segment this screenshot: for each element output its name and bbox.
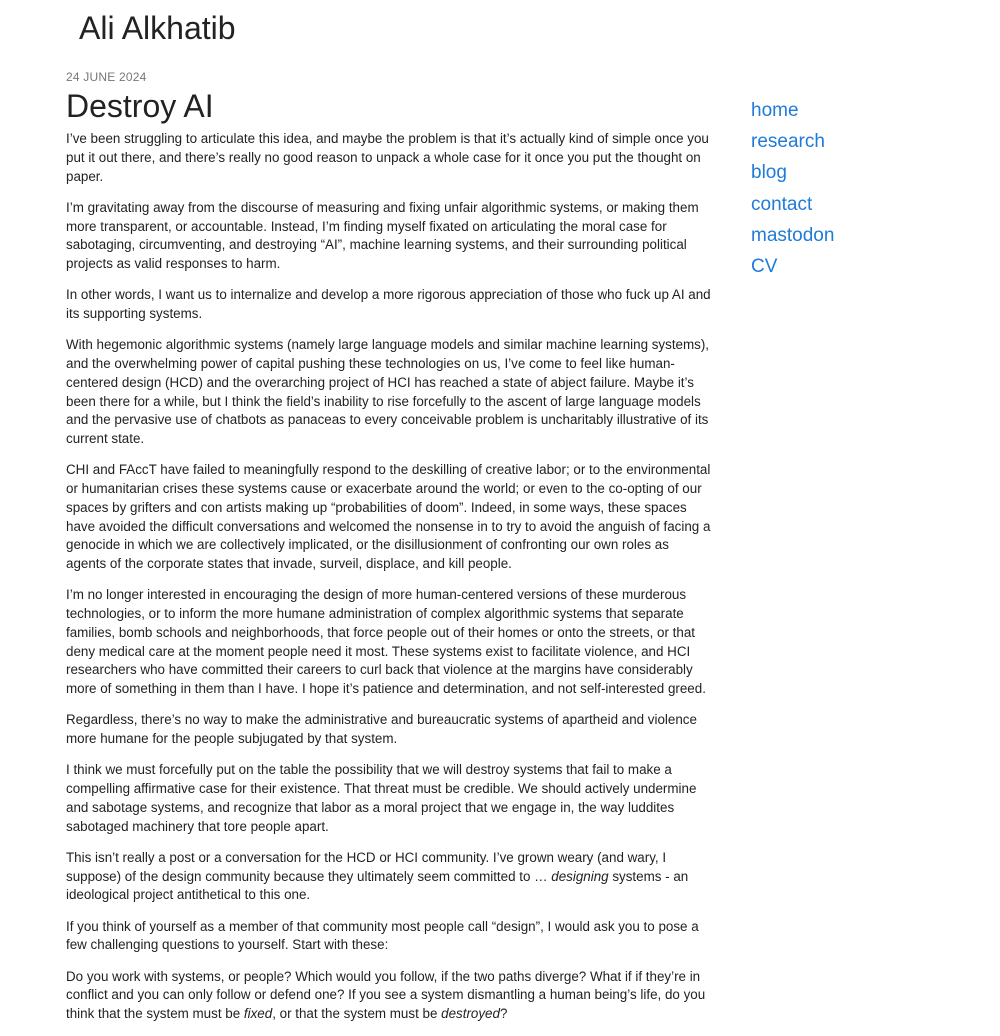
paragraph-text: Regardless, there’s no way to make the administrative and bureaucratic systems of apartheid and violence more humane for the people subjugated by that system. (66, 712, 697, 746)
nav-link-cv[interactable]: CV (751, 256, 778, 278)
paragraph-text: ? (499, 1006, 508, 1021)
post-paragraph (66, 586, 712, 699)
paragraph-text: I think we must forcefully put on the table the possibility that we will destroy systems that fail to make a compelling affirmative case for their existence. That threat must be credible. We should actively undermine and sabotage systems, and recognize that labor as a moral project that we engage in, the way luddites sabotaged machinery that tore people apart. (66, 762, 697, 834)
nav-link-blog[interactable]: blog (751, 162, 787, 184)
post-paragraph (66, 918, 712, 956)
nav-item-research (751, 126, 951, 157)
nav-link-contact[interactable]: contact (751, 193, 813, 215)
emphasis-text: destroyed (441, 1006, 500, 1021)
paragraph-text: With hegemonic algorithmic systems (namely large language models and similar machine learning systems), and the overwhelming power of capital pushing these technologies on us, I’ve come to feel like human-centered design (HCD) and the overarching project of HCI has reached a state of abject failure. Maybe it’s been there for a while, but I think the field’s inability to rise forcefully to the ascent of large language models and the pervasive use of chatbots as panaceas to every conceivable problem is uncharitably illustrative of its current state. (66, 337, 710, 446)
nav-link-mastodon[interactable]: mastodon (751, 224, 835, 246)
emphasis-text: designing (551, 868, 609, 884)
nav-link-home[interactable]: home (751, 100, 799, 121)
post-paragraph (66, 968, 712, 1024)
paragraph-text: CHI and FAccT have failed to meaningfully respond to the deskilling of creative labor; or to the environmental or humanitarian crises these systems cause or exacerbate around the world; or even to the co-opting of our spaces by grifters and con artists making up “probabilities of doom”. Indeed, in some ways, these spaces have avoided the difficult conversations and welcomed the nonsense in to try to avoid the anguish of facing a genocide in which we are collectively implicated, or the disillusionment of confronting our own roles as agents of the corporate states that invade, surveil, displace, and kill people. (66, 462, 711, 571)
post-title: Destroy AI (66, 88, 214, 124)
paragraph-text: systems - an ideological project antithetical to this one. (66, 868, 689, 903)
emphasis-text: fixed (243, 1006, 273, 1021)
post-paragraph (66, 336, 712, 449)
post (66, 68, 712, 1036)
nav-item-mastodon (751, 220, 951, 251)
paragraph-text: In other words, I want us to internalize and develop a more rigorous appreciation of those who fuck up AI and its supporting systems. (66, 287, 711, 321)
nav-item-home (751, 95, 951, 126)
paragraph-text: This isn’t really a post or a conversation for the HCD or HCI community. I’ve grown weary (and wary, I suppose) of the design community because they ultimately seem committed to … (66, 849, 667, 884)
post-paragraph (66, 286, 712, 324)
paragraph-text: Do you work with systems, or people? Which would you follow, if the two paths diverge? What if if they’re in conflict and you can only follow or defend one? If you see a system dismantling a human being’s life, do you think that the system must be (66, 968, 706, 1021)
post-paragraph (66, 199, 712, 274)
paragraph-text: , or that the system must be (272, 1006, 442, 1021)
post-body (66, 130, 712, 1024)
nav-item-cv (751, 251, 951, 282)
paragraph-text: I’m no longer interested in encouraging the design of more human-centered versions of these murderous technologies, or to inform the more humane administration of complex algorithmic systems that separate families, bomb schools and neighborhoods, that force people out of their homes or onto the streets, or that deny medical care at the moment people need it most. These systems exist to facilitate violence, and HCI researchers who have committed their careers to curl back that violence at the margins have considerably more of something in them than I have. I hope it’s patience and determination, and not self-interested greed. (66, 587, 706, 696)
post-date: 24 JUNE 2024 (66, 70, 147, 84)
site-title[interactable]: Ali Alkhatib (79, 10, 236, 46)
paragraph-text: I’ve been struggling to articulate this idea, and maybe the problem is that it’s actually kind of simple once you put it out there, and there’s really no good reason to unpack a whole case for it once you put the thought on paper. (66, 131, 709, 184)
post-paragraph (66, 849, 712, 905)
post-paragraph (66, 711, 712, 749)
post-paragraph (66, 130, 712, 186)
paragraph-text: I’m gravitating away from the discourse of measuring and fixing unfair algorithmic systems, or making them more transparent, or accountable. Instead, I’m finding myself fixated on articulating the moral case for sabotaging, circumventing, and destroying “AI”, machine learning systems, and their surrounding political projects as valid responses to harm. (66, 199, 699, 271)
post-paragraph (66, 461, 712, 574)
paragraph-text: If you think of yourself as a member of that community most people call “design”, I would ask you to pose a few challenging questions to yourself. Start with these: (66, 918, 699, 953)
nav-item-blog (751, 157, 951, 188)
nav-item-contact (751, 189, 951, 220)
nav-link-research[interactable]: research (751, 131, 825, 153)
site-nav (751, 95, 951, 282)
post-paragraph (66, 761, 712, 836)
